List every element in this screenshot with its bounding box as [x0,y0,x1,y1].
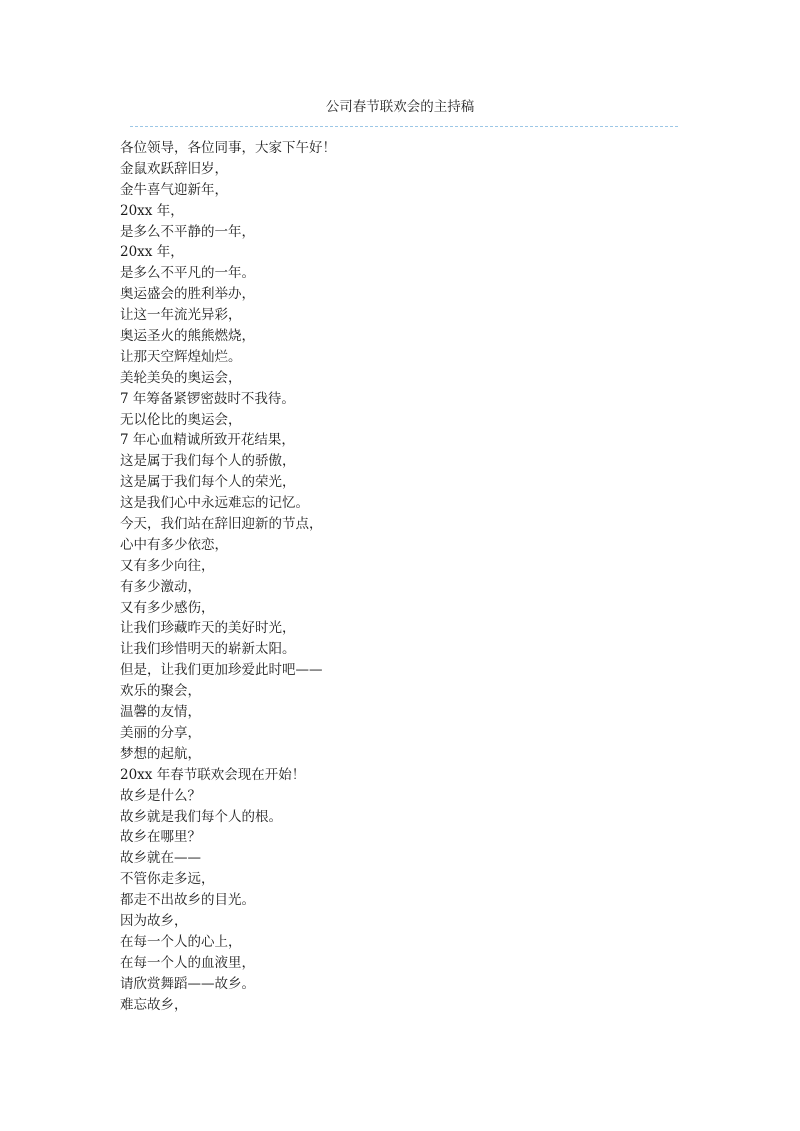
text-line: 温馨的友情， [120,704,201,721]
text-line: 让那天空辉煌灿烂。 [120,348,242,365]
text-line: 但是，让我们更加珍爱此时吧—— [120,662,323,679]
text-line: 故乡就是我们每个人的根。 [120,808,282,825]
text-line: 美丽的分享， [120,724,201,741]
text-line: 欢乐的聚会， [120,683,201,700]
text-line: 因为故乡， [120,912,188,929]
document-body [120,138,680,1015]
text-line: 不管你走多远， [120,871,215,888]
document-title: 公司春节联欢会的主持稿 [325,99,475,115]
text-line: 各位领导，各位同事，大家下午好！ [120,140,336,156]
text-line: 美轮美奂的奥运会， [120,369,242,386]
text-line: 又有多少感伤， [120,599,215,616]
text-line: 让我们珍藏昨天的美好时光， [120,620,296,637]
text-line: 有多少激动， [120,578,201,595]
text-line: 这是属于我们每个人的荣光， [120,474,296,491]
text-line: 在每一个人的血液里， [120,954,255,971]
text-line: 20xx 年， [120,202,184,219]
text-line: 金鼠欢跃辞旧岁， [120,160,228,177]
text-line: 心中有多少依恋， [120,536,228,553]
text-line: 让这一年流光异彩， [120,307,242,324]
title-divider [130,126,678,127]
text-line: 故乡就在—— [120,850,201,867]
text-line: 故乡是什么？ [120,787,201,804]
text-line: 梦想的起航， [120,745,201,762]
text-line: 这是属于我们每个人的骄傲， [120,453,296,470]
text-line: 7 年筹备紧锣密鼓时不我待。 [120,390,295,407]
text-line: 这是我们心中永远难忘的记忆。 [120,495,309,512]
text-line: 又有多少向往， [120,557,215,574]
text-line: 是多么不平静的一年， [120,223,255,240]
text-line: 奥运圣火的熊熊燃烧， [120,328,255,345]
text-line: 都走不出故乡的目光。 [120,892,255,909]
text-line: 7 年心血精诚所致开花结果， [120,432,295,449]
text-line: 请欣赏舞蹈——故乡。 [120,975,255,992]
text-line: 20xx 年， [120,244,184,261]
text-line: 无以伦比的奥运会， [120,411,242,428]
text-line: 奥运盛会的胜利举办， [120,286,255,303]
text-line: 今天，我们站在辞旧迎新的节点， [120,516,323,533]
text-line: 是多么不平凡的一年。 [120,265,255,282]
text-line: 金牛喜气迎新年， [120,181,228,198]
text-line: 让我们珍惜明天的崭新太阳。 [120,641,296,658]
text-line: 故乡在哪里？ [120,829,201,846]
text-line: 20xx 年春节联欢会现在开始！ [120,766,306,783]
text-line: 在每一个人的心上， [120,933,242,950]
text-line: 难忘故乡， [120,996,188,1013]
